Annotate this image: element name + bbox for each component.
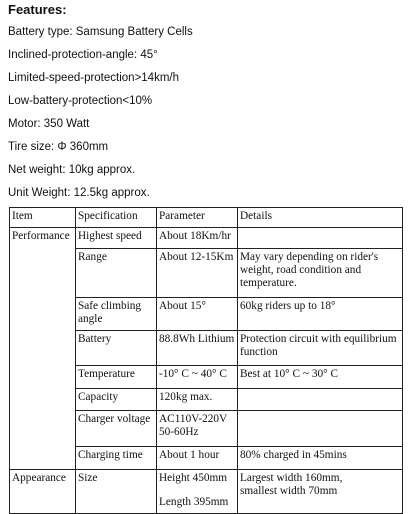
details-line: Largest width 160mm,: [240, 472, 343, 484]
details-cell: Best at 10° C ~ 30° C: [238, 366, 403, 389]
spec-cell: Charging time: [76, 447, 157, 470]
details-cell: 60kg riders up to 18°: [238, 298, 403, 331]
header-parameter: Parameter: [157, 208, 238, 228]
details-cell: [238, 389, 403, 411]
table-header-row: [10, 208, 403, 228]
param-line: Height 450mm: [159, 472, 228, 484]
details-line: smallest width 70mm: [240, 485, 338, 497]
param-cell: -10° C ~ 40° C: [157, 366, 238, 389]
spec-cell: Charger voltage: [76, 411, 157, 447]
spec-cell: Battery: [76, 331, 157, 366]
details-cell: 80% charged in 45mins: [238, 447, 403, 470]
feature-speed-protection: Limited-speed-protection>14km/h: [8, 72, 179, 84]
header-specification: Specification: [76, 208, 157, 228]
param-cell: About 1 hour: [157, 447, 238, 470]
spec-cell: Temperature: [76, 366, 157, 389]
features-heading: Features:: [8, 2, 67, 17]
spec-cell: Highest speed: [76, 228, 157, 249]
param-line: 50-60Hz: [159, 426, 199, 438]
spec-cell: Capacity: [76, 389, 157, 411]
param-cell: About 12-15Km: [157, 249, 238, 298]
spec-cell: Size: [76, 470, 157, 514]
feature-tire-size: Tire size: Φ 360mm: [8, 141, 109, 153]
spec-cell: Safe climbing angle: [76, 298, 157, 331]
feature-unit-weight: Unit Weight: 12.5kg approx.: [8, 187, 150, 199]
param-cell: 120kg max.: [157, 389, 238, 411]
group-appearance: Appearance: [10, 470, 76, 514]
param-cell: 88.8Wh Lithium: [157, 331, 238, 366]
param-cell: [157, 470, 238, 514]
feature-net-weight: Net weight: 10kg approx.: [8, 164, 136, 176]
feature-low-battery-protection: Low-battery-protection<10%: [8, 95, 153, 107]
param-line: AC110V-220V: [159, 413, 228, 425]
header-details: Details: [238, 208, 403, 228]
table-row: [10, 470, 403, 514]
details-cell: Protection circuit with equilibrium function: [238, 331, 403, 366]
feature-battery-type: Battery type: Samsung Battery Cells: [8, 26, 193, 38]
param-cell: [157, 411, 238, 447]
details-cell: [238, 228, 403, 249]
param-line: Length 395mm: [159, 496, 229, 508]
details-cell: [238, 411, 403, 447]
header-item: Item: [10, 208, 76, 228]
feature-inclined-protection: Inclined-protection-angle: 45°: [8, 49, 158, 61]
table-row: [10, 228, 403, 249]
group-performance: Performance: [10, 228, 76, 470]
specification-table: [9, 207, 403, 514]
spec-cell: Range: [76, 249, 157, 298]
details-cell: [238, 470, 403, 514]
param-cell: About 15°: [157, 298, 238, 331]
feature-motor: Motor: 350 Watt: [8, 118, 90, 130]
param-cell: About 18Km/hr: [157, 228, 238, 249]
details-cell: May vary depending on rider's weight, road condition and temperature.: [238, 249, 403, 298]
